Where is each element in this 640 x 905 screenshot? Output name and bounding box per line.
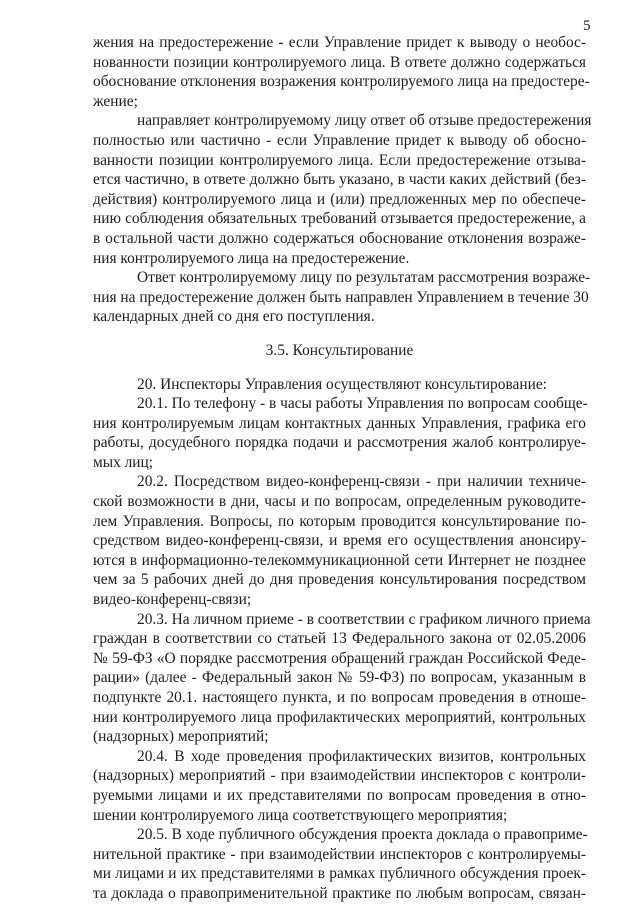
text-line: нительной практике - при взаимодействии инспекторов с контролируемы- — [93, 845, 586, 863]
text-line: ской возможности в дни, часы и по вопросам, определенным руководите- — [93, 493, 586, 511]
text-line: ются в информационно-телекоммуникационной сети Интернет не позднее — [93, 551, 586, 569]
text-line: направляет контролируемому лицу ответ об отзыве предостережения — [137, 112, 592, 130]
text-line: 20.4. В ходе проведения профилактических визитов, контрольных — [137, 747, 586, 765]
paragraph-20-5 — [93, 825, 586, 903]
paragraph-20-1 — [93, 394, 586, 472]
text-line: та доклада о правоприменительной практике по любым вопросам, связан- — [93, 884, 586, 902]
paragraph-partial-withdrawal — [93, 111, 592, 268]
paragraph-response-deadline — [93, 268, 591, 327]
text-line: ется частично, в ответе должно быть указано, в части каких действий (без- — [93, 171, 586, 189]
text-line: ния на предостережение должен быть направлен Управлением в течение 30 — [93, 288, 589, 306]
text-line: подпункте 20.1. настоящего пункта, и по вопросам проведения в отноше- — [93, 689, 586, 706]
text-line: полностью или частично - если Управление придет к выводу об обосно- — [93, 131, 586, 149]
text-line: ми лицами и их представителями в рамках публичного обсуждения проек- — [93, 865, 586, 883]
text-line: в остальной части должно содержаться обоснование отклонения возраже- — [93, 229, 586, 247]
text-line: работы, досудебного порядка подачи и рассмотрения жалоб контролируе- — [93, 434, 586, 452]
text-line: шении контролируемого лица соответствующего мероприятия; — [93, 806, 508, 824]
text-line: 20.2. Посредством видео-конференц-связи - при наличии техниче- — [137, 473, 586, 491]
text-line: нии контролируемого лица профилактических мероприятий, контрольных — [93, 708, 586, 726]
page-number: 5 — [583, 18, 591, 34]
text-line: видео-конференц-связи; — [93, 591, 252, 609]
text-line: Ответ контролируемому лицу по результатам рассмотрения возраже- — [137, 269, 591, 287]
text-line: № 59-ФЗ «О порядке рассмотрения обращений граждан Российской Феде- — [93, 649, 586, 667]
section-heading: 3.5. Консультирование — [265, 341, 414, 359]
text-line: ванности позиции контролируемого лица. Если предостережение отзыва- — [93, 151, 586, 169]
document-body — [93, 33, 592, 904]
text-line: лем Управления. Вопросы, по которым проводится консультирование по- — [93, 512, 586, 530]
text-line: мых лиц; — [93, 453, 154, 471]
text-line: календарных дней со дня его поступления. — [93, 308, 375, 326]
paragraph-20 — [93, 375, 586, 395]
text-line: 20.1. По телефону - в часы работы Управления по вопросам сообще- — [137, 395, 588, 413]
text-line: ния контролируемым лицам контактных данных Управления, графика его — [93, 414, 586, 432]
text-line: (надзорных) мероприятий; — [93, 728, 269, 746]
text-line: 20.5. В ходе публичного обсуждения проекта доклада о правоприме- — [137, 826, 588, 844]
text-line: средством видео-конференц-связи, и время его осуществления анонсиру- — [93, 532, 586, 550]
text-line: нованности позиции контролируемого лица. В ответе должно содержаться — [93, 53, 586, 71]
paragraph-20-4 — [93, 747, 586, 825]
text-line: 20.3. На личном приеме - в соответствии с графиком личного приема — [137, 610, 591, 628]
text-line: жение; — [93, 92, 138, 110]
paragraph-objection-continuation — [93, 33, 590, 111]
text-line: руемыми лицами и их представителями по вопросам проведения в отно- — [93, 786, 586, 804]
text-line: граждан в соответствии со статьей 13 Федерального закона от 02.05.2006 — [93, 630, 586, 648]
text-line: нию соблюдения обязательных требований отзывается предостережение, а — [93, 210, 586, 228]
text-line: ния контролируемого лица на предостережение. — [93, 249, 410, 267]
text-line: чем за 5 рабочих дней до дня проведения консультирования посредством — [93, 571, 586, 589]
text-line: жения на предостережение - если Управление придет к выводу о необос- — [93, 34, 586, 51]
text-line: (надзорных) мероприятий - при взаимодействии инспекторов с контроли- — [93, 767, 586, 785]
text-line: рации» (далее - Федеральный закон № 59-ФЗ) по вопросам, указанным в — [93, 669, 586, 687]
paragraph-20-3 — [93, 610, 591, 747]
paragraph-20-2 — [93, 472, 586, 609]
text-line: действия) контролируемого лица и (или) предложенных мер по обеспече- — [93, 190, 586, 208]
text-line: обоснование отклонения возражения контролируемого лица на предостере- — [93, 73, 590, 91]
text-line: 20. Инспекторы Управления осуществляют консультирование: — [137, 375, 547, 393]
